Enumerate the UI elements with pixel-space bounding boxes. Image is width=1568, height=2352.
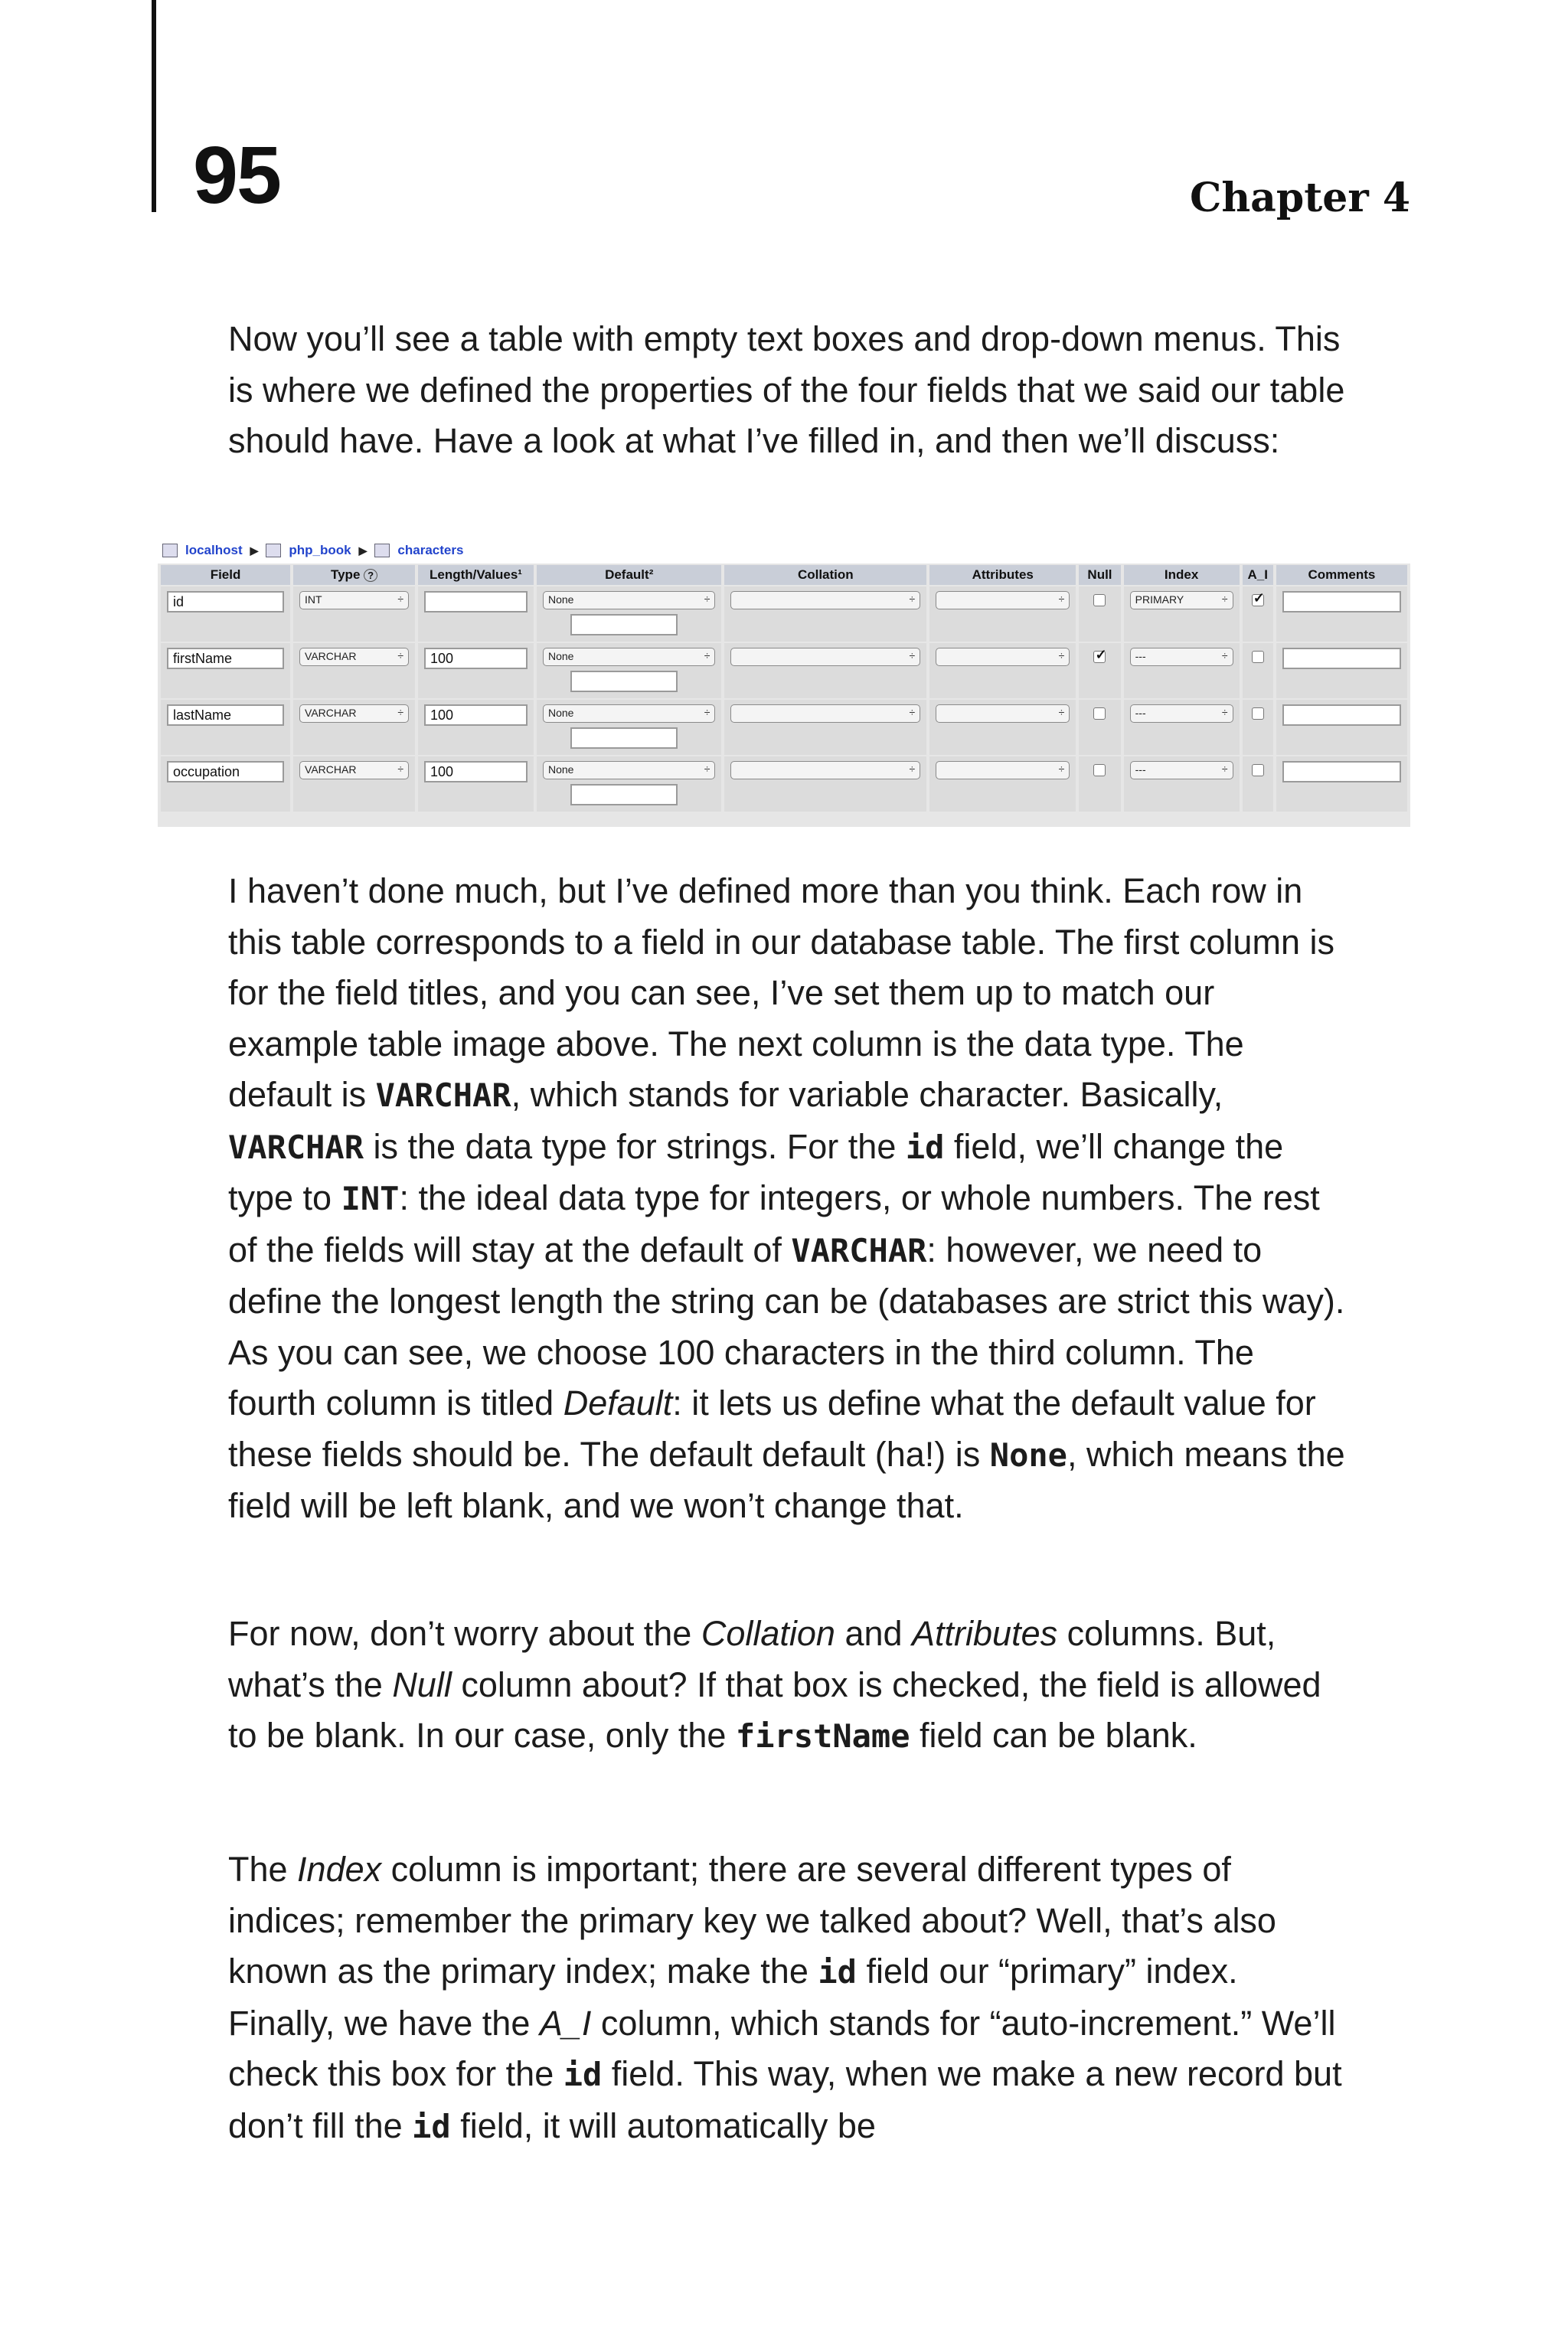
col-ai: A_I [1243, 565, 1273, 585]
ai-checkbox[interactable] [1252, 651, 1264, 663]
paragraph-data-types: I haven’t done much, but I’ve defined more than you think. Each row in this table corresponds to a field in our database table. The first column is for the field titles, and you can see, I’ve set them up to match our example table image above. The next column is the data type. The default is VARCHAR, which stands for variable character. Basically, VARCHAR is the data type for strings. For the id field, we’ll change the type to INT: the ideal data type for integers, or whole numbers. The rest of the fields will stay at the default of VARCHAR: however, we need to define the longest length the string can be (databases are strict this way). As you can see, we choose 100 characters in the third column. The fourth column is titled Default: it lets us define what the default value for these fields should be. The default default (ha!) is None, which means the field will be left blank, and we won’t change that. [228, 871, 1345, 1525]
null-checkbox[interactable] [1093, 594, 1106, 606]
table-row [161, 700, 1407, 755]
paragraph-index-column: The Index column is important; there are several different types of indices; remember the primary key we talked about? Well, that’s also known as the primary index; make the id field our “primary” index. Finally, we have the A_I column, which stands for “auto-increment.” We’ll check this box for the id field. This way, when we make a new record but don’t fill the id field, it will automatically be [228, 1850, 1342, 2145]
col-collation: Collation [724, 565, 926, 585]
breadcrumb-table[interactable]: characters [397, 543, 464, 557]
database-icon [266, 544, 281, 557]
page-number: 95 [193, 130, 280, 220]
field-name-input[interactable]: occupation [167, 761, 284, 782]
null-checkbox[interactable] [1093, 651, 1106, 663]
length-input[interactable] [424, 591, 528, 612]
attributes-select[interactable] [936, 591, 1070, 609]
collation-select[interactable] [730, 648, 920, 666]
comments-input[interactable] [1282, 648, 1401, 669]
index-select[interactable]: PRIMARY ÷ [1130, 591, 1233, 609]
field-name-input[interactable]: firstName [167, 648, 284, 669]
type-select[interactable]: VARCHAR ÷ [299, 704, 409, 723]
collation-select[interactable] [730, 704, 920, 723]
arrow-right-icon: ▶ [358, 544, 368, 557]
table-row [161, 643, 1407, 698]
default-value-input[interactable] [570, 727, 678, 749]
intro-paragraph: Now you’ll see a table with empty text boxes and drop-down menus. This is where we defined the properties of the four fields that we said our table should have. Have a look at what I’ve filled in, and then we’ll discuss: [228, 319, 1345, 460]
type-select[interactable]: VARCHAR ÷ [299, 761, 409, 779]
comments-input[interactable] [1282, 704, 1401, 726]
index-select[interactable]: --- ÷ [1130, 648, 1233, 666]
ai-checkbox[interactable] [1252, 764, 1264, 776]
ai-checkbox[interactable] [1252, 707, 1264, 720]
collation-select[interactable] [730, 761, 920, 779]
index-select[interactable]: --- ÷ [1130, 704, 1233, 723]
table-row [161, 586, 1407, 642]
default-value-input[interactable] [570, 614, 678, 635]
default-select[interactable]: None ÷ [543, 761, 716, 779]
col-type: Type ? [293, 565, 415, 585]
margin-rule [152, 0, 156, 212]
server-icon [162, 544, 178, 557]
breadcrumb [158, 537, 1410, 564]
table-header [161, 565, 1407, 585]
collation-select[interactable] [730, 591, 920, 609]
col-index: Index [1124, 565, 1240, 585]
comments-input[interactable] [1282, 761, 1401, 782]
attributes-select[interactable] [936, 648, 1070, 666]
col-field: Field [161, 565, 290, 585]
comments-input[interactable] [1282, 591, 1401, 612]
table-row [161, 756, 1407, 812]
field-definition-table [158, 564, 1410, 813]
phpmyadmin-screenshot [158, 537, 1410, 827]
col-comments: Comments [1276, 565, 1407, 585]
default-select[interactable]: None ÷ [543, 591, 716, 609]
breadcrumb-database[interactable]: php_book [289, 543, 351, 557]
default-select[interactable]: None ÷ [543, 704, 716, 723]
help-icon[interactable]: ? [364, 569, 377, 582]
breadcrumb-server[interactable]: localhost [185, 543, 243, 557]
paragraph-null-column: For now, don’t worry about the Collation and Attributes columns. But, what’s the Null column about? If that box is checked, the field is allowed to be blank. In our case, only the firstName field can be blank. [228, 1614, 1321, 1755]
col-default: Default² [537, 565, 722, 585]
type-select[interactable]: INT ÷ [299, 591, 409, 609]
null-checkbox[interactable] [1093, 764, 1106, 776]
attributes-select[interactable] [936, 704, 1070, 723]
col-null: Null [1079, 565, 1120, 585]
default-value-input[interactable] [570, 671, 678, 692]
default-value-input[interactable] [570, 784, 678, 805]
field-name-input[interactable]: id [167, 591, 284, 612]
col-attributes: Attributes [929, 565, 1076, 585]
length-input[interactable]: 100 [424, 704, 528, 726]
type-select[interactable]: VARCHAR ÷ [299, 648, 409, 666]
attributes-select[interactable] [936, 761, 1070, 779]
length-input[interactable]: 100 [424, 648, 528, 669]
null-checkbox[interactable] [1093, 707, 1106, 720]
chapter-title: Chapter 4 [1189, 175, 1410, 221]
table-icon [374, 544, 390, 557]
arrow-right-icon: ▶ [250, 544, 259, 557]
field-name-input[interactable]: lastName [167, 704, 284, 726]
length-input[interactable]: 100 [424, 761, 528, 782]
col-length: Length/Values¹ [418, 565, 534, 585]
index-select[interactable]: --- ÷ [1130, 761, 1233, 779]
ai-checkbox[interactable] [1252, 594, 1264, 606]
default-select[interactable]: None ÷ [543, 648, 716, 666]
